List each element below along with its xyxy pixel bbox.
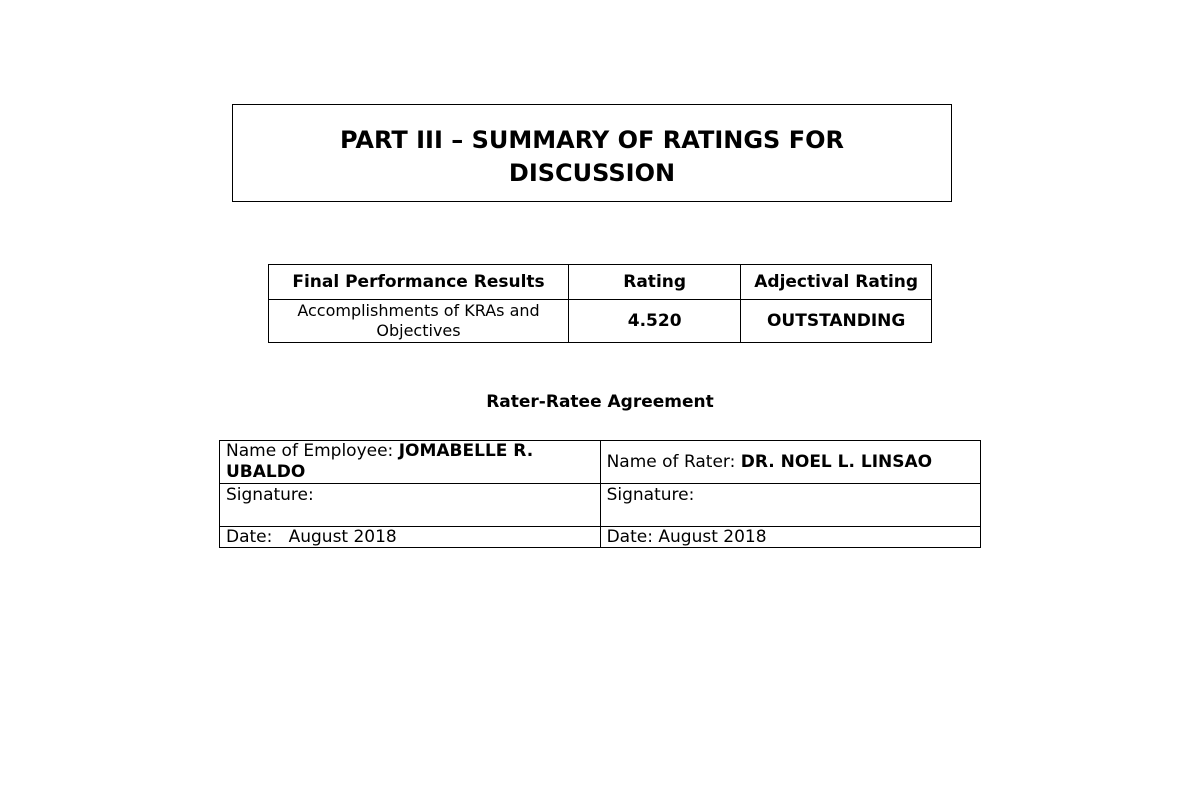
agreement-heading: Rater-Ratee Agreement (486, 392, 714, 412)
date-row (220, 527, 981, 548)
employee-date-value: August 2018 (288, 527, 397, 547)
header-rating: Rating (569, 265, 741, 300)
rater-date-cell (600, 527, 980, 548)
rater-name-cell (600, 441, 980, 484)
table-row (269, 300, 932, 343)
rater-signature-cell (600, 484, 980, 527)
page-title: PART III – SUMMARY OF RATINGS FOR DISCUSSION (340, 126, 844, 187)
employee-name-cell (220, 441, 601, 484)
rater-name-label: Name of Rater: (606, 451, 741, 472)
result-cell: Accomplishments of KRAs and Objectives (269, 300, 569, 343)
signature-row (220, 484, 981, 527)
employee-signature-label: Signature: (226, 485, 314, 505)
results-table (268, 264, 932, 343)
employee-date-label: Date: (226, 527, 273, 547)
agreement-table (219, 440, 981, 548)
employee-signature-cell (220, 484, 601, 527)
employee-date-cell (220, 527, 601, 548)
rater-date-label: Date: (606, 527, 653, 547)
employee-name-value: JOMABELLE R. UBALDO (226, 441, 534, 482)
header-adjectival-rating: Adjectival Rating (741, 265, 932, 300)
rating-cell: 4.520 (569, 300, 741, 343)
rater-name-value: DR. NOEL L. LINSAO (740, 451, 933, 472)
results-header-row (269, 265, 932, 300)
employee-name-label: Name of Employee: (226, 441, 399, 461)
name-row (220, 441, 981, 484)
rater-signature-label: Signature: (606, 485, 695, 505)
title-box (232, 104, 952, 202)
rater-date-value: August 2018 (658, 527, 767, 547)
adjectival-rating-cell: OUTSTANDING (741, 300, 932, 343)
header-final-performance-results: Final Performance Results (269, 265, 569, 300)
